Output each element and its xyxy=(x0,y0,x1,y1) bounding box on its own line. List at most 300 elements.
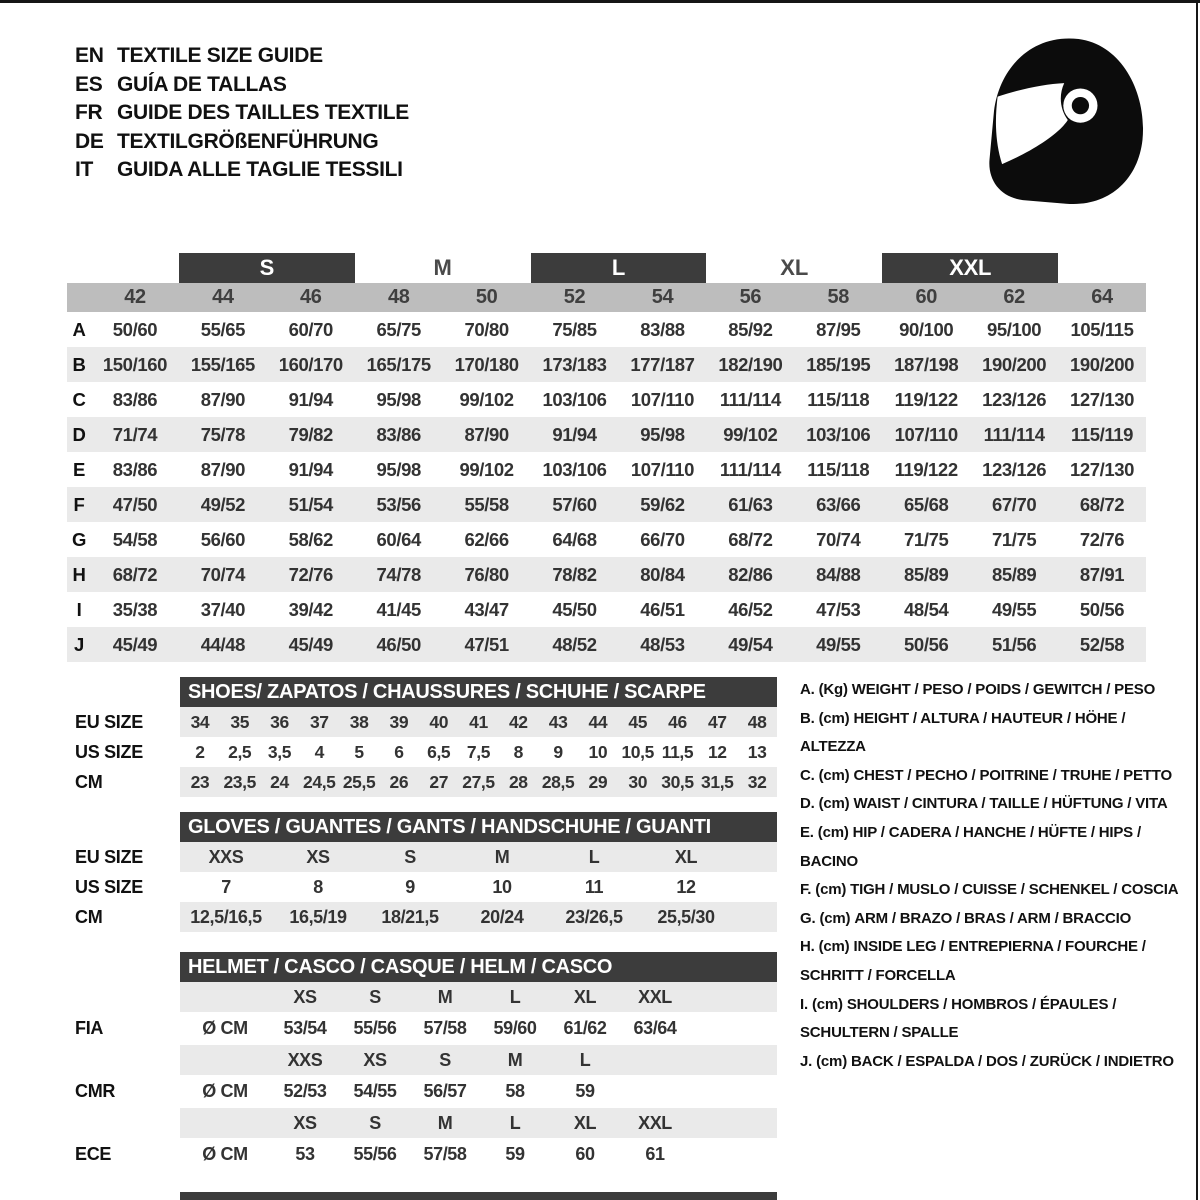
table-cell: 56/60 xyxy=(200,528,246,550)
helmet-unit-label: Ø CM xyxy=(202,1144,248,1164)
table-cell: 71/75 xyxy=(904,528,949,550)
side-label-cm: CM xyxy=(75,771,103,792)
legend-unit: (cm) xyxy=(817,823,849,841)
gloves-section-header xyxy=(180,812,777,842)
corner-cell xyxy=(67,283,91,312)
side-label-fia: FIA xyxy=(75,1018,104,1038)
legend-text: ARM / BRAZO / BRAS / ARM / BRACCIO xyxy=(854,909,1132,927)
table-cell: 65/68 xyxy=(904,493,949,515)
table-cell: 83/86 xyxy=(376,423,421,445)
size-number-header xyxy=(67,283,1146,312)
table-cell: 39/42 xyxy=(288,598,333,620)
shoes-cell: 5 xyxy=(354,741,364,762)
gloves-values xyxy=(180,902,777,932)
helmet-values xyxy=(180,1075,777,1108)
row-label: A xyxy=(72,318,86,340)
helmet-sizes xyxy=(180,1108,777,1138)
gloves-cell: S xyxy=(404,846,416,867)
table-cell: 47/53 xyxy=(816,598,861,620)
shoes-table xyxy=(0,707,777,797)
helmet-cell: 61 xyxy=(645,1144,665,1164)
table-cell: 74/78 xyxy=(376,563,421,585)
helmet-size-header: L xyxy=(579,1049,591,1070)
language-code: EN xyxy=(75,44,104,67)
legend-unit: (Kg) xyxy=(818,681,848,698)
helmet-size-header: XXS xyxy=(287,1049,323,1070)
shoes-cell: 24,5 xyxy=(303,771,336,792)
table-cell: 95/98 xyxy=(376,388,421,410)
table-cell: 83/88 xyxy=(640,318,685,340)
gloves-cell: XS xyxy=(306,846,330,867)
gloves-cell: 20/24 xyxy=(480,906,524,927)
table-cell: 182/190 xyxy=(718,353,783,375)
table-cell: 37/40 xyxy=(200,598,246,620)
measurement-legend xyxy=(800,676,1198,1076)
helmet-size-header: XL xyxy=(573,1112,597,1133)
table-cell: 41/45 xyxy=(376,598,421,620)
table-cell: 85/89 xyxy=(991,563,1037,585)
helmet-sizes-row xyxy=(0,1045,777,1075)
legend-text: HEIGHT / ALTURA / HAUTEUR / HÖHE / ALTEZZA xyxy=(800,709,1126,756)
legend-item xyxy=(800,819,1198,876)
table-cell: 99/102 xyxy=(459,388,514,410)
legend-unit: (cm) xyxy=(818,795,850,813)
size-band-s: S xyxy=(179,253,355,283)
table-cell: 127/130 xyxy=(1069,388,1135,410)
row-label: E xyxy=(73,458,85,480)
table-cell: 48/52 xyxy=(552,633,597,655)
helmet-cell: 57/58 xyxy=(423,1018,467,1038)
table-row xyxy=(67,522,1146,557)
table-cell: 84/88 xyxy=(816,563,861,585)
helmet-size-header: M xyxy=(507,1049,523,1070)
side-label-us-size: US SIZE xyxy=(75,876,143,897)
gloves-cell: 8 xyxy=(313,876,323,897)
table-cell: 99/102 xyxy=(723,423,778,445)
table-cell: 123/126 xyxy=(982,458,1047,480)
column-header: 62 xyxy=(1003,286,1025,308)
gloves-cell: 9 xyxy=(405,876,415,897)
shoes-cell: 13 xyxy=(747,741,767,762)
legend-text: SHOULDERS / HOMBROS / ÉPAULES / SCHULTERN / SPALLE xyxy=(800,995,1117,1042)
table-cell: 48/53 xyxy=(640,633,685,655)
table-cell: 50/56 xyxy=(1079,598,1125,620)
shoes-cell: 27,5 xyxy=(462,771,495,792)
shoes-cell: 35 xyxy=(230,711,250,732)
table-cell: 111/114 xyxy=(983,423,1045,445)
shoes-cell: 2,5 xyxy=(228,741,252,762)
legend-item xyxy=(800,705,1198,762)
table-cell: 65/75 xyxy=(376,318,421,340)
table-cell: 91/94 xyxy=(288,458,333,480)
legend-unit: (cm) xyxy=(818,709,850,727)
helmet-size-header: XS xyxy=(293,986,317,1007)
language-title: GUÍA DE TALLAS xyxy=(117,72,287,96)
helmet-cell: 59 xyxy=(505,1144,525,1164)
cutoff-section-bar xyxy=(180,1192,777,1200)
helmet-size-header: S xyxy=(439,1049,451,1070)
shoes-cell: 43 xyxy=(548,711,568,732)
language-code: ES xyxy=(75,72,103,96)
language-code: FR xyxy=(75,101,103,124)
table-cell: 123/126 xyxy=(982,388,1047,410)
helmet-sizes xyxy=(180,1045,777,1075)
legend-text: HIP / CADERA / HANCHE / HÜFTE / HIPS / BACINO xyxy=(800,823,1141,870)
gloves-cell: L xyxy=(588,846,600,867)
table-cell: 87/91 xyxy=(1079,563,1125,585)
shoes-cell: 2 xyxy=(195,741,205,762)
table-cell: 58/62 xyxy=(288,528,333,550)
shoes-row xyxy=(0,707,777,737)
table-cell: 35/38 xyxy=(112,598,158,620)
helmet-size-header: S xyxy=(369,1112,381,1133)
table-cell: 95/98 xyxy=(640,423,685,445)
helmet-cell: 60 xyxy=(575,1144,595,1164)
helmet-values xyxy=(180,1012,777,1045)
legend-item xyxy=(800,1048,1198,1077)
column-header: 46 xyxy=(300,286,322,308)
table-cell: 115/118 xyxy=(807,388,870,410)
helmet-size-header: XL xyxy=(573,986,597,1007)
gloves-row xyxy=(0,842,777,872)
side-label-empty xyxy=(0,1045,180,1075)
table-cell: 83/86 xyxy=(112,388,158,410)
table-cell: 51/56 xyxy=(991,633,1037,655)
table-cell: 67/70 xyxy=(991,493,1037,515)
table-cell: 72/76 xyxy=(288,563,333,585)
table-cell: 91/94 xyxy=(552,423,597,445)
table-cell: 68/72 xyxy=(112,563,158,585)
legend-text: WEIGHT / PESO / POIDS / GEWITCH / PESO xyxy=(851,681,1156,698)
table-cell: 55/65 xyxy=(200,318,246,340)
size-band-xl: XL xyxy=(780,255,809,280)
column-header: 52 xyxy=(563,286,586,308)
table-cell: 177/187 xyxy=(630,353,695,375)
gloves-row xyxy=(0,872,777,902)
gloves-cell: M xyxy=(494,846,510,867)
table-cell: 75/85 xyxy=(552,318,597,340)
legend-key: F. xyxy=(800,881,812,899)
helmet-size-header: L xyxy=(509,1112,521,1133)
table-cell: 49/52 xyxy=(200,493,246,515)
table-cell: 173/183 xyxy=(542,353,607,375)
shoes-section xyxy=(0,677,777,797)
legend-unit: (cm) xyxy=(818,938,850,956)
shoes-cell: 23 xyxy=(190,771,210,792)
table-cell: 49/55 xyxy=(991,598,1037,620)
table-cell: 46/52 xyxy=(728,598,773,620)
helmet-cell: 52/53 xyxy=(283,1081,327,1101)
helmet-cell: 61/62 xyxy=(563,1018,607,1038)
legend-key: J. xyxy=(800,1052,813,1070)
table-cell: 95/100 xyxy=(987,318,1042,340)
shoes-cell: 26 xyxy=(389,771,409,792)
table-cell: 71/75 xyxy=(991,528,1037,550)
table-cell: 62/66 xyxy=(464,528,509,550)
side-label-eu-size: EU SIZE xyxy=(75,846,143,867)
table-cell: 49/54 xyxy=(728,633,773,655)
legend-text: CHEST / PECHO / POITRINE / TRUHE / PETTO xyxy=(853,766,1172,784)
legend-item xyxy=(800,905,1198,934)
shoes-cell: 45 xyxy=(628,711,648,732)
table-cell: 60/64 xyxy=(376,528,421,550)
language-title: TEXTILE SIZE GUIDE xyxy=(117,44,323,67)
gloves-row xyxy=(0,902,777,932)
row-label: B xyxy=(72,353,86,375)
gloves-cell: 16,5/19 xyxy=(289,906,347,927)
legend-key: G. xyxy=(800,909,816,927)
side-label-cmr: CMR xyxy=(75,1081,116,1101)
helmet-title: HELMET / CASCO / CASQUE / HELM / CASCO xyxy=(188,955,613,978)
language-title: GUIDE DES TAILLES TEXTILE xyxy=(117,101,409,124)
gloves-cell: 18/21,5 xyxy=(381,906,439,927)
shoes-cell: 46 xyxy=(668,711,687,732)
shoes-section-header xyxy=(180,677,777,707)
table-cell: 44/48 xyxy=(200,633,246,655)
language-row xyxy=(75,128,409,157)
gloves-cell: 10 xyxy=(492,876,512,897)
helmet-section-header xyxy=(180,952,777,982)
table-cell: 45/49 xyxy=(288,633,333,655)
table-cell: 51/54 xyxy=(288,493,333,515)
shoes-cell: 34 xyxy=(190,711,210,732)
shoes-cell: 8 xyxy=(513,741,523,762)
gloves-values xyxy=(180,842,777,872)
helmet-size-header: XXL xyxy=(638,986,672,1007)
table-row xyxy=(67,487,1146,522)
table-cell: 59/62 xyxy=(640,493,685,515)
table-cell: 165/175 xyxy=(366,353,431,375)
helmet-size-header: XXL xyxy=(638,1112,672,1133)
table-cell: 50/60 xyxy=(112,318,158,340)
helmet-table xyxy=(0,982,777,1171)
helmet-cell: 59/60 xyxy=(493,1018,537,1038)
table-row xyxy=(67,312,1146,347)
helmet-size-header: M xyxy=(437,1112,453,1133)
table-cell: 48/54 xyxy=(904,598,949,620)
table-row xyxy=(67,592,1146,627)
table-row xyxy=(67,557,1146,592)
column-header: 50 xyxy=(475,286,498,308)
legend-key: E. xyxy=(800,823,814,841)
size-band-xxl: XXL xyxy=(882,253,1058,283)
language-row xyxy=(75,156,409,185)
shoes-cell: 37 xyxy=(309,711,329,732)
shoes-cell: 30,5 xyxy=(661,771,694,792)
table-cell: 78/82 xyxy=(552,563,597,585)
table-cell: 119/122 xyxy=(894,458,958,480)
shoes-cell: 3,5 xyxy=(267,741,292,762)
gloves-table xyxy=(0,842,777,932)
table-cell: 45/49 xyxy=(112,633,158,655)
table-row xyxy=(67,382,1146,417)
table-cell: 70/74 xyxy=(200,563,246,585)
column-header: 44 xyxy=(212,286,234,308)
helmet-cell: 63/64 xyxy=(633,1018,677,1038)
side-label-empty xyxy=(0,982,180,1012)
shoes-cell: 28 xyxy=(508,771,528,792)
side-label-ece: ECE xyxy=(75,1144,112,1164)
row-label: C xyxy=(72,388,86,410)
language-row xyxy=(75,42,409,71)
table-cell: 54/58 xyxy=(112,528,158,550)
top-border-line xyxy=(0,0,1200,3)
table-cell: 87/90 xyxy=(200,458,246,480)
table-cell: 87/95 xyxy=(816,318,861,340)
legend-text: INSIDE LEG / ENTREPIERNA / FOURCHE / SCHRITT / FORCELLA xyxy=(800,938,1146,984)
legend-key: I. xyxy=(800,995,808,1013)
row-label: H xyxy=(72,563,86,585)
column-header: 58 xyxy=(827,286,849,308)
table-cell: 52/58 xyxy=(1079,633,1125,655)
shoes-cell: 32 xyxy=(747,771,767,792)
table-cell: 45/50 xyxy=(552,598,597,620)
side-label-cm: CM xyxy=(75,906,103,927)
legend-item xyxy=(800,762,1198,791)
table-cell: 49/55 xyxy=(816,633,861,655)
helmet-unit-spacer xyxy=(180,1045,270,1075)
language-code: DE xyxy=(75,129,104,153)
shoes-cell: 10,5 xyxy=(621,741,654,762)
shoes-cell: 44 xyxy=(588,711,608,732)
table-cell: 79/82 xyxy=(288,423,333,445)
shoes-cell: 36 xyxy=(270,711,289,732)
language-title: TEXTILGRÖßENFÜHRUNG xyxy=(117,129,379,153)
table-cell: 105/115 xyxy=(1070,318,1134,340)
legend-item xyxy=(800,876,1198,905)
legend-item xyxy=(800,933,1198,990)
table-row xyxy=(67,627,1146,662)
language-row xyxy=(75,71,409,100)
legend-unit: (cm) xyxy=(815,881,847,899)
table-cell: 185/195 xyxy=(806,353,871,375)
shoes-cell: 47 xyxy=(707,711,727,732)
shoes-cell: 23,5 xyxy=(223,771,256,792)
helmet-section xyxy=(0,952,777,1171)
legend-key: H. xyxy=(800,938,815,956)
legend-text: TIGH / MUSLO / CUISSE / SCHENKEL / COSCIA xyxy=(850,881,1179,899)
helmet-sizes-row xyxy=(0,982,777,1012)
gloves-cell: 11 xyxy=(584,876,604,897)
helmet-icon-svg xyxy=(973,30,1159,210)
table-cell: 150/160 xyxy=(102,353,167,375)
table-cell: 47/50 xyxy=(112,493,158,515)
table-cell: 68/72 xyxy=(1079,493,1125,515)
shoes-cell: 31,5 xyxy=(701,771,734,792)
language-title: GUIDA ALLE TAGLIE TESSILI xyxy=(117,158,403,181)
table-cell: 190/200 xyxy=(1069,353,1135,375)
gloves-section xyxy=(0,812,777,932)
table-cell: 64/68 xyxy=(552,528,597,550)
table-cell: 70/74 xyxy=(816,528,861,550)
table-cell: 115/119 xyxy=(1071,423,1134,445)
legend-unit: (cm) xyxy=(811,995,843,1013)
shoes-cell: 28,5 xyxy=(541,771,575,792)
legend-key: B. xyxy=(800,709,815,727)
helmet-size-header: XS xyxy=(293,1112,317,1133)
shoes-cell: 9 xyxy=(553,741,563,762)
gloves-cell: XXS xyxy=(208,846,244,867)
legend-unit: (cm) xyxy=(816,1052,847,1070)
table-cell: 170/180 xyxy=(454,353,519,375)
table-cell: 111/114 xyxy=(719,458,781,480)
shoes-cell: 27 xyxy=(429,771,449,792)
size-band-m: M xyxy=(433,255,452,280)
table-cell: 119/122 xyxy=(894,388,958,410)
gloves-cell: 23/26,5 xyxy=(565,906,623,927)
table-cell: 68/72 xyxy=(728,528,773,550)
size-band-row xyxy=(67,253,1146,283)
shoes-cell: 6,5 xyxy=(427,741,451,762)
side-label-empty xyxy=(0,1108,180,1138)
table-cell: 71/74 xyxy=(112,423,158,445)
table-cell: 46/51 xyxy=(640,598,685,620)
helmet-unit-label: Ø CM xyxy=(202,1081,248,1101)
legend-key: C. xyxy=(800,766,815,784)
row-label: G xyxy=(72,528,86,550)
table-cell: 60/70 xyxy=(288,318,333,340)
table-cell: 63/66 xyxy=(816,493,861,515)
table-cell: 43/47 xyxy=(464,598,509,620)
helmet-cell: 53/54 xyxy=(283,1018,327,1038)
helmet-cell: 59 xyxy=(575,1081,595,1101)
table-cell: 83/86 xyxy=(112,458,158,480)
table-cell: 99/102 xyxy=(459,458,514,480)
shoes-cell: 29 xyxy=(588,771,608,792)
row-label: I xyxy=(76,598,82,620)
column-header: 56 xyxy=(739,286,762,308)
side-label-eu-size: EU SIZE xyxy=(75,711,143,732)
language-title-list xyxy=(75,42,409,185)
table-cell: 187/198 xyxy=(894,353,959,375)
table-cell: 155/165 xyxy=(190,353,255,375)
shoes-cell: 12 xyxy=(707,741,727,762)
shoes-cell: 39 xyxy=(389,711,409,732)
gloves-title: GLOVES / GUANTES / GANTS / HANDSCHUHE / GUANTI xyxy=(188,815,711,838)
shoes-cell: 48 xyxy=(747,711,767,732)
shoes-values xyxy=(180,767,777,797)
column-header: 64 xyxy=(1091,286,1113,308)
table-cell: 127/130 xyxy=(1069,458,1135,480)
shoes-cell: 11,5 xyxy=(661,741,694,762)
helmet-data-row xyxy=(0,1138,777,1171)
table-cell: 47/51 xyxy=(464,633,509,655)
table-row xyxy=(67,347,1146,382)
size-band-l: L xyxy=(531,253,707,283)
shoes-cell: 42 xyxy=(508,711,528,732)
helmet-size-header: S xyxy=(369,986,381,1007)
shoes-values xyxy=(180,737,777,767)
table-cell: 90/100 xyxy=(899,318,954,340)
table-cell: 107/110 xyxy=(630,388,694,410)
shoes-cell: 24 xyxy=(270,771,289,792)
shoes-cell: 41 xyxy=(469,711,488,732)
row-label: F xyxy=(73,493,85,515)
legend-item xyxy=(800,991,1198,1048)
helmet-cell: 58 xyxy=(505,1081,525,1101)
column-header: 42 xyxy=(124,286,146,308)
legend-item xyxy=(800,790,1198,819)
helmet-cell: 55/56 xyxy=(353,1018,397,1038)
column-header: 60 xyxy=(915,286,937,308)
table-cell: 53/56 xyxy=(376,493,421,515)
table-cell: 103/106 xyxy=(806,423,871,445)
helmet-icon xyxy=(973,30,1159,210)
language-code: IT xyxy=(75,158,94,181)
table-row xyxy=(67,417,1146,452)
helmet-cell: 54/55 xyxy=(353,1081,397,1101)
table-cell: 66/70 xyxy=(640,528,685,550)
